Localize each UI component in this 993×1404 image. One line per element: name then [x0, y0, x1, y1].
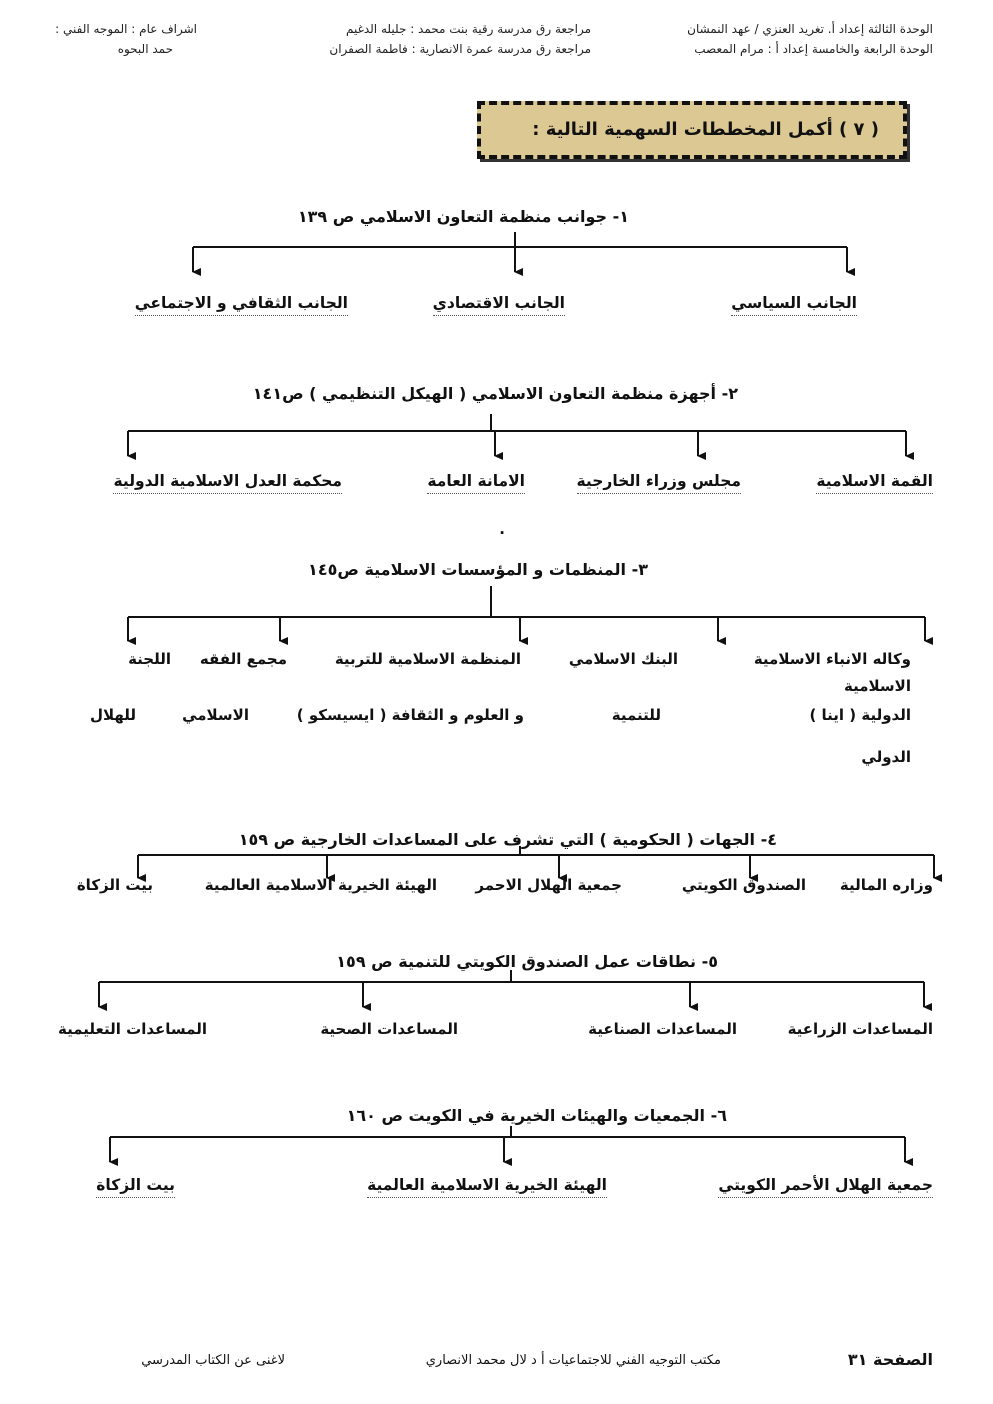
diagram-4-title: ٤- الجهات ( الحكومية ) التي تشرف على المساعدات الخارجية ص ١٥٩: [238, 830, 777, 849]
diagram-6-item-1: جمعية الهلال الأحمر الكويتي: [718, 1176, 933, 1198]
diagram-2-item-1: القمة الاسلامية: [816, 472, 933, 494]
diagram-1-item-1: الجانب السياسي: [731, 294, 857, 316]
diagram-3-stray-mark: .: [499, 520, 505, 538]
footer-note: لاغنى عن الكتاب المدرسي: [141, 1353, 285, 1368]
diagram-4-item-1: وزاره المالية: [839, 876, 933, 894]
diagram-2-item-4: محكمة العدل الاسلامية الدولية: [113, 472, 342, 494]
diagram-1-item-2: الجانب الاقتصادي: [433, 294, 565, 316]
question-title: ( ٧ ) أكمل المخططات السهمية التالية :: [532, 119, 879, 140]
header-right-row2: الوحدة الرابعة والخامسة إعداد أ : مرام المعصب: [694, 42, 933, 56]
diagram-3-item-3-line1: المنظمة الاسلامية للتربية: [334, 650, 521, 668]
diagram-5-title: ٥- نطاقات عمل الصندوق الكويتي للتنمية ص ١٥٩: [336, 952, 718, 971]
diagram-1-title: ١- جوانب منظمة التعاون الاسلامي ص ١٣٩: [297, 207, 629, 226]
diagram-5-item-2: المساعدات الصناعية: [588, 1020, 737, 1038]
header-middle-row1: مراجعة رق مدرسة رقية بنت محمد : جليله الدغيم: [345, 22, 591, 36]
diagram-3-item-1-line4: الدولي: [861, 748, 911, 766]
diagram-6-item-3: بيت الزكاة: [96, 1176, 175, 1198]
diagram-3-item-5-line1: اللجنة: [128, 650, 171, 668]
diagram-3-item-2-line2: للتنمية: [611, 706, 661, 724]
diagram-6-title: ٦- الجمعيات والهيئات الخيرية في الكويت ص ١٦٠: [346, 1106, 727, 1125]
diagram-4-item-3: جمعية الهلال الاحمر: [475, 876, 622, 894]
diagram-4-item-4: الهيئة الخيرية الاسلامية العالمية: [204, 876, 437, 894]
diagram-5-item-1: المساعدات الزراعية: [787, 1020, 933, 1038]
diagram-2-title: ٢- أجهزة منظمة التعاون الاسلامي ( الهيكل التنظيمي ) ص١٤١: [252, 384, 738, 403]
diagram-3-connectors: [128, 586, 925, 641]
footer-office: مكتب التوجيه الفني للاجتماعيات أ د لال محمد الانصاري: [425, 1353, 721, 1368]
diagram-3-item-4-line2: الاسلامي: [182, 706, 249, 724]
diagram-3-item-1-line3: الدولية ( اينا ): [809, 706, 911, 724]
diagram-3-item-4-line1: مجمع الفقه: [199, 650, 287, 668]
header-left-row1: اشراف عام : الموجه الفني :: [55, 22, 197, 36]
diagram-5-item-3: المساعدات الصحية: [320, 1020, 458, 1038]
diagram-4-item-5: بيت الزكاة: [76, 876, 153, 894]
diagram-2-connectors: [128, 414, 906, 456]
diagram-1-connectors: [193, 232, 847, 272]
diagram-3-title: ٣- المنظمات و المؤسسات الاسلامية ص١٤٥: [308, 560, 648, 579]
diagram-6-connectors: [110, 1126, 905, 1162]
diagram-6-item-2: الهيئة الخيرية الاسلامية العالمية: [367, 1176, 607, 1198]
diagram-2-item-2: مجلس وزراء الخارجية: [577, 472, 741, 494]
diagram-3-item-2-line1: البنك الاسلامي: [568, 650, 678, 668]
header-middle-row2: مراجعة رق مدرسة عمرة الانصارية : فاطمة الصفران: [329, 42, 591, 56]
diagram-3-item-5-line2: للهلال: [89, 706, 136, 724]
diagram-1-item-3: الجانب الثقافي و الاجتماعي: [135, 294, 348, 316]
diagram-5-item-4: المساعدات التعليمية: [58, 1020, 207, 1038]
diagram-2-item-3: الامانة العامة: [427, 472, 525, 494]
diagram-4-connectors: [138, 846, 934, 878]
diagram-3-item-1-line2: الاسلامية: [844, 677, 911, 695]
header-left-row2: حمد البحوه: [117, 42, 173, 56]
header-right-row1: الوحدة الثالثة إعداد أ. تغريد العنزي / عهد النمشان: [687, 22, 933, 36]
page-number: الصفحة ٣١: [847, 1350, 933, 1369]
diagram-4-item-2: الصندوق الكويتي: [681, 876, 806, 894]
diagram-5-connectors: [99, 970, 924, 1007]
diagram-3-item-3-line2: و العلوم و الثقافة ( ايسيسكو ): [296, 706, 524, 724]
diagram-3-item-1-line1: وكاله الانباء الاسلامية: [753, 650, 911, 668]
